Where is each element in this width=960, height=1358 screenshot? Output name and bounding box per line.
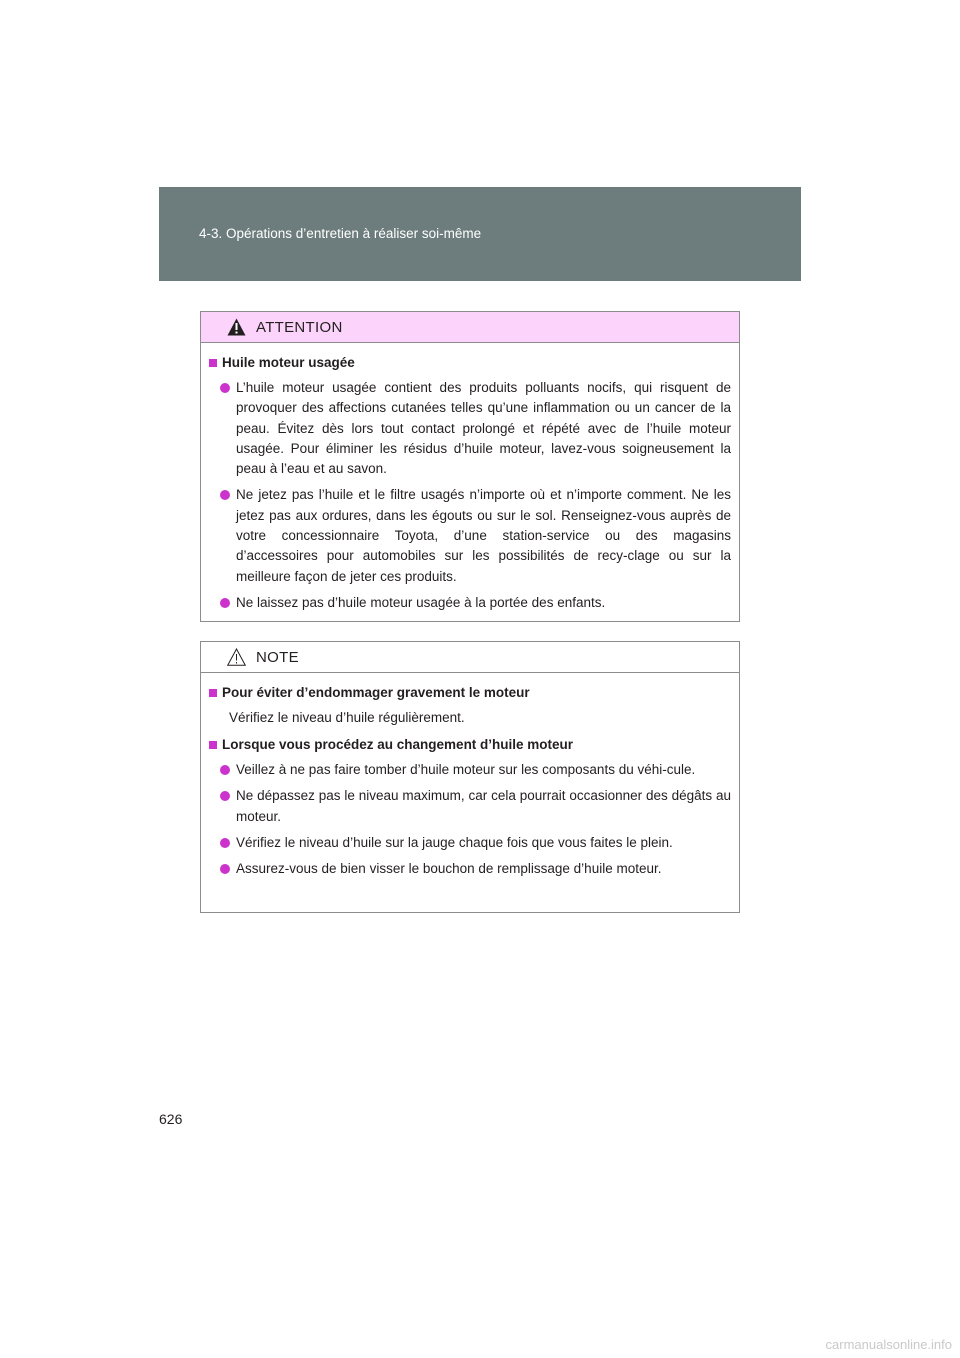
round-bullet-icon: [220, 383, 230, 393]
attention-box: [200, 311, 740, 622]
round-bullet-icon: [220, 864, 230, 874]
round-bullet-icon: [220, 791, 230, 801]
note-text: Vérifiez le niveau d’huile régulièrement.: [229, 710, 465, 725]
square-bullet-icon: [209, 741, 217, 749]
note-header: [201, 642, 739, 673]
note-bullet: Veillez à ne pas faire tomber d’huile moteur sur les composants du véhi-cule.: [209, 760, 731, 780]
square-bullet-icon: [209, 359, 217, 367]
square-bullet-icon: [209, 689, 217, 697]
note-box: [200, 641, 740, 913]
attention-header: [201, 312, 739, 343]
note-bullet: Assurez-vous de bien visser le bouchon de remplissage d’huile moteur.: [209, 859, 731, 879]
section-header: [159, 187, 801, 281]
note-bullet: Vérifiez le niveau d’huile sur la jauge chaque fois que vous faites le plein.: [209, 833, 731, 853]
note-title: NOTE: [256, 648, 299, 666]
attention-bullet: Ne jetez pas l’huile et le filtre usagés n’importe où et n’importe comment. Ne les jetez pas aux ordures, dans les égouts ou sur le sol. Renseignez-vous auprès de votre concessionnaire Toyota, d’une station-service ou des magasins d’accessoires pour automobiles sur les possibilités de recy-clage ou sur la meilleure façon de jeter ces produits.: [209, 485, 731, 586]
round-bullet-icon: [220, 490, 230, 500]
section-title: 4-3. Opérations d’entretien à réaliser soi-même: [199, 226, 482, 241]
round-bullet-icon: [220, 598, 230, 608]
watermark: [810, 1330, 960, 1358]
attention-title: ATTENTION: [256, 318, 343, 336]
note-body: [201, 673, 739, 879]
page-number: 626: [159, 1111, 183, 1127]
note-subheading: Lorsque vous procédez au changement d’huile moteur: [209, 735, 731, 755]
attention-bullet: Ne laissez pas d’huile moteur usagée à la portée des enfants.: [209, 593, 731, 613]
round-bullet-icon: [220, 838, 230, 848]
attention-body: [201, 343, 739, 613]
note-bullet: Ne dépassez pas le niveau maximum, car cela pourrait occasionner des dégâts au moteur.: [209, 786, 731, 827]
attention-subheading: Huile moteur usagée: [209, 353, 731, 373]
note-subheading: Pour éviter d’endommager gravement le moteur: [209, 683, 731, 703]
watermark-text: carmanualsonline.info: [825, 1337, 952, 1352]
round-bullet-icon: [220, 765, 230, 775]
warning-triangle-outline-icon: [227, 648, 246, 666]
attention-bullet: L’huile moteur usagée contient des produits polluants nocifs, qui risquent de provoquer des affections cutanées telles qu’une inflammation ou un cancer de la peau. Évitez dès lors tout contact prolongé et répété avec de l’huile moteur usagée. Pour éliminer les résidus d’huile moteur, lavez-vous soigneusement la peau à l’eau et au savon.: [209, 378, 731, 479]
warning-triangle-filled-icon: [227, 318, 246, 336]
